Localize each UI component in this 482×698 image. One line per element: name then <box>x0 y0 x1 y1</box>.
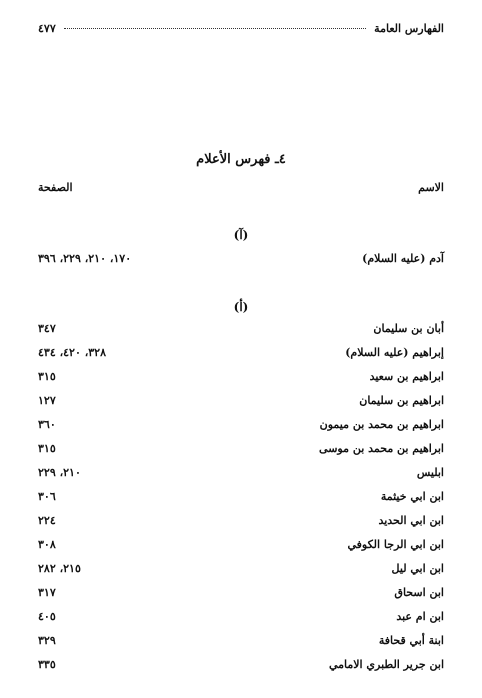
group-letter-alef-hamza: (أ) <box>233 300 249 314</box>
index-entry <box>38 514 444 532</box>
entry-name: ابن ام عبد <box>396 610 444 623</box>
running-head <box>38 22 444 42</box>
entry-pages: ٣١٥ <box>38 442 56 455</box>
index-entry <box>38 252 444 270</box>
index-entry <box>38 442 444 460</box>
index-entry <box>38 586 444 604</box>
index-entry <box>38 322 444 340</box>
leader-dots <box>64 28 366 29</box>
entry-name: إبراهيم (عليه السلام) <box>345 346 444 359</box>
entry-pages: ١٧٠، ٢١٠، ٢٢٩، ٣٩٦ <box>38 252 132 265</box>
entry-pages: ٣٢٩ <box>38 634 56 647</box>
entry-name: ابن اسحاق <box>394 586 444 599</box>
index-entry <box>38 658 444 676</box>
entry-pages: ٢١٥، ٢٨٢ <box>38 562 81 575</box>
index-entry <box>38 346 444 364</box>
column-headers <box>38 181 444 194</box>
group-letter-alef-madda: (آ) <box>233 228 249 242</box>
index-entry <box>38 634 444 652</box>
entry-name: ابراهيم بن محمد بن موسى <box>319 442 444 455</box>
entry-name: ابليس <box>416 466 444 479</box>
entry-pages: ٣٠٦ <box>38 490 56 503</box>
index-entry <box>38 610 444 628</box>
running-head-title: الفهارس العامة <box>374 22 444 35</box>
index-entry <box>38 466 444 484</box>
entry-name: أبان بن سليمان <box>373 322 444 335</box>
index-entry <box>38 394 444 412</box>
entry-pages: ٤٠٥ <box>38 610 56 623</box>
entry-name: ابراهيم بن محمد بن ميمون <box>319 418 444 431</box>
entry-name: ابنة أبي قحافة <box>378 634 444 647</box>
entry-pages: ٢١٠، ٢٢٩ <box>38 466 81 479</box>
page-column-header: الصفحة <box>38 181 73 194</box>
entry-name: ابراهيم بن سعيد <box>369 370 444 383</box>
entry-pages: ١٢٧ <box>38 394 56 407</box>
entry-name: ابن ابي الرجا الكوفي <box>347 538 444 551</box>
entry-name: ابن ابي الحديد <box>378 514 444 527</box>
entry-name: ابراهيم بن سليمان <box>359 394 444 407</box>
entry-pages: ٣١٧ <box>38 586 56 599</box>
entry-pages: ٣٤٧ <box>38 322 56 335</box>
name-column-header: الاسم <box>418 181 444 194</box>
entry-pages: ٣١٥ <box>38 370 56 383</box>
index-entry <box>38 562 444 580</box>
entry-pages: ٢٢٤ <box>38 514 56 527</box>
entry-name: ابن ابي خيثمة <box>380 490 444 503</box>
entry-name: ابن جرير الطبري الامامي <box>328 658 444 671</box>
entry-name: ابن ابي ليل <box>391 562 444 575</box>
index-entry <box>38 370 444 388</box>
entry-pages: ٣٠٨ <box>38 538 56 551</box>
running-head-page-number: ٤٧٧ <box>38 22 56 35</box>
entry-pages: ٣٣٥ <box>38 658 56 671</box>
index-entry <box>38 538 444 556</box>
entry-pages: ٣٦٠ <box>38 418 56 431</box>
index-entry <box>38 490 444 508</box>
section-title: ٤ـ فهرس الأعلام <box>196 152 286 167</box>
entry-pages: ٣٢٨، ٤٢٠، ٤٣٤ <box>38 346 106 359</box>
entry-name: آدم (عليه السلام) <box>362 252 444 265</box>
index-entry <box>38 418 444 436</box>
